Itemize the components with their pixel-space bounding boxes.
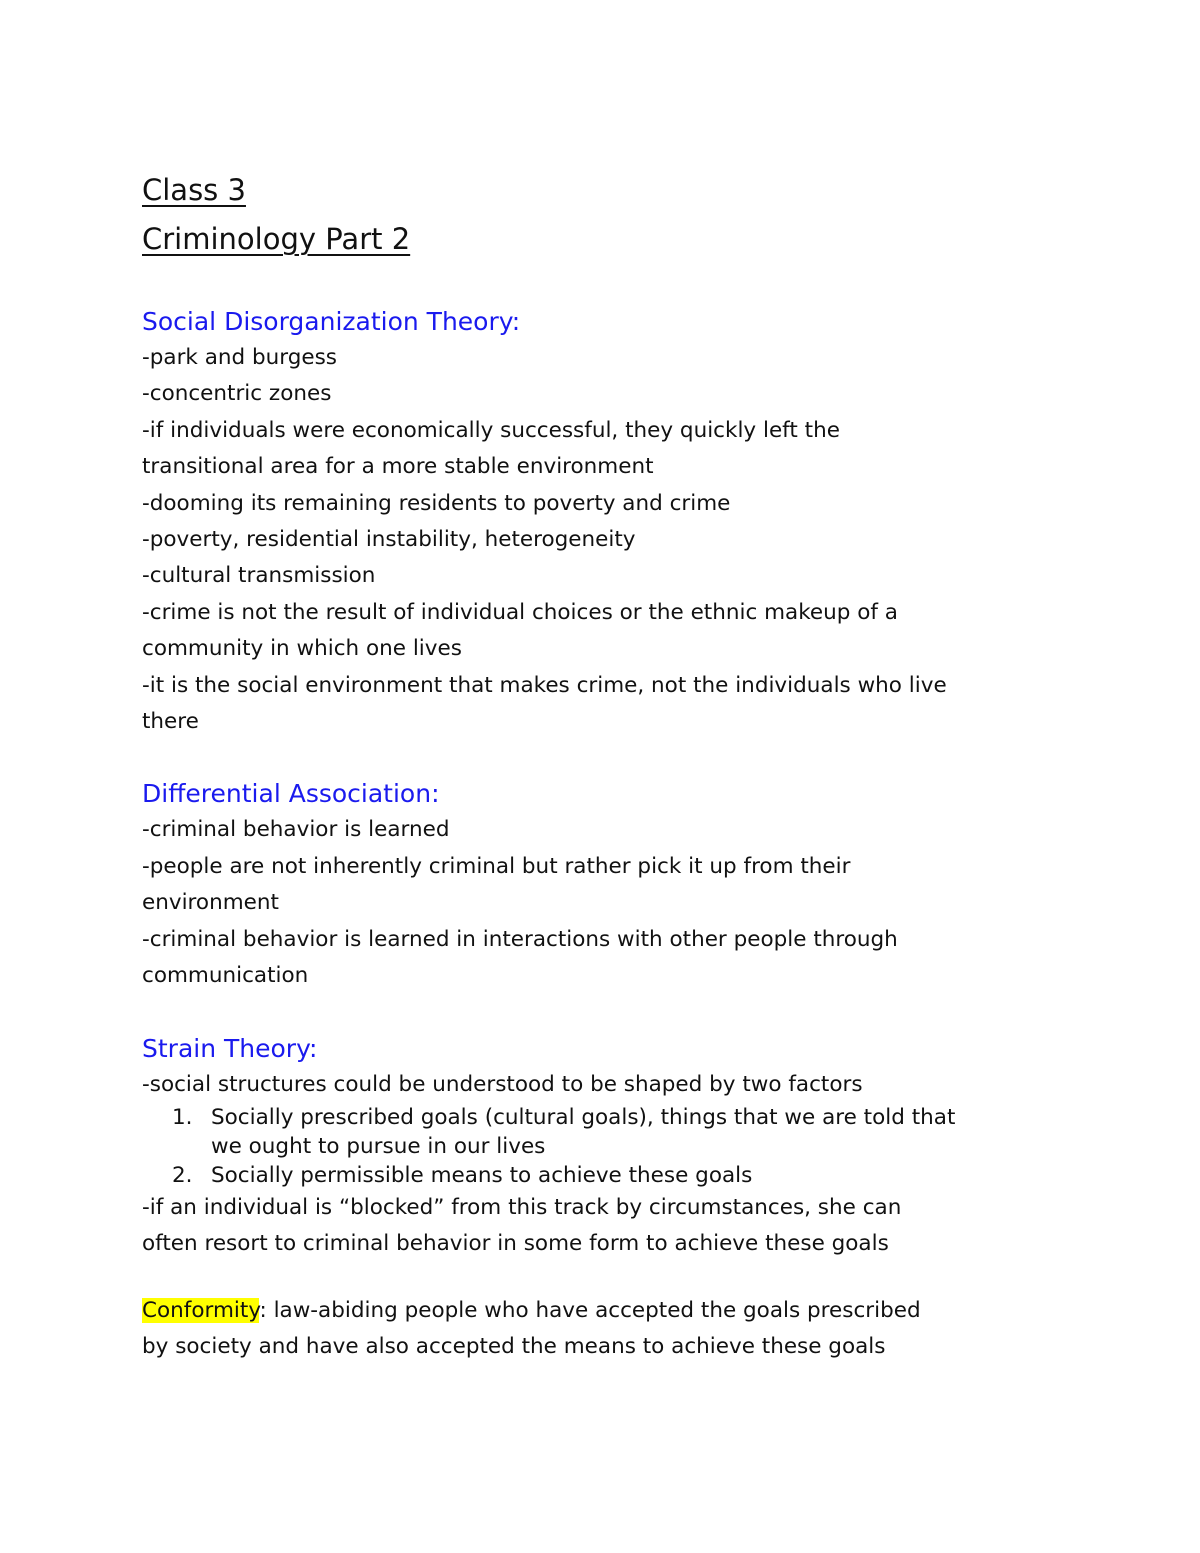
note-line: -criminal behavior is learned in interactions with other people through [142,926,898,952]
numbered-list [142,1103,1067,1190]
list-item [142,1161,1067,1190]
note-line: -criminal behavior is learned [142,817,450,843]
note-line: -park and burgess [142,345,338,370]
note-line: -dooming its remaining residents to poverty and crime [142,490,731,516]
section-heading: Differential Association: [142,779,440,809]
note-line: -it is the social environment that makes crime, not the individuals who live [142,672,947,698]
section-differential-association [142,776,1067,994]
section-heading: Strain Theory: [142,1033,318,1063]
note-line: -cultural transmission [142,563,376,589]
list-item-text: Socially permissible means to achieve these goals [211,1162,753,1188]
note-line: -crime is not the result of individual choices or the ethnic makeup of a [142,599,898,625]
list-number: 1. [172,1104,193,1130]
list-item-text: we ought to pursue in our lives [211,1133,546,1159]
document-content [142,166,1067,1366]
note-line: there [142,709,199,735]
note-line: communication [142,963,309,989]
section-social-disorganization [142,304,1067,740]
highlighted-term: Conformity [142,1297,260,1323]
note-line: environment [142,890,279,916]
conformity-definition [142,1293,1067,1366]
note-line: by society and have also accepted the means to achieve these goals [142,1334,886,1360]
class-title: Class 3 [142,173,246,207]
note-line: -people are not inherently criminal but rather pick it up from their [142,853,851,879]
note-line: transitional area for a more stable environment [142,454,654,480]
list-item-text: Socially prescribed goals (cultural goals), things that we are told that [211,1104,956,1130]
term-colon: : [259,1297,267,1323]
definition-text: law-abiding people who have accepted the goals prescribed [266,1297,921,1323]
note-line [142,1293,1067,1329]
note-line: community in which one lives [142,636,462,662]
note-line: -concentric zones [142,381,332,407]
section-heading: Social Disorganization Theory: [142,307,521,336]
section-strain-theory [142,1031,1067,1263]
note-line: often resort to criminal behavior in some form to achieve these goals [142,1231,889,1257]
note-line: -if individuals were economically successful, they quickly left the [142,417,840,443]
note-line: -if an individual is “blocked” from this track by circumstances, she can [142,1194,902,1220]
note-line: -poverty, residential instability, heterogeneity [142,527,636,553]
list-item [142,1103,1067,1161]
list-number: 2. [172,1162,193,1188]
note-line: -social structures could be understood to be shaped by two factors [142,1071,863,1097]
document-title: Criminology Part 2 [142,222,411,256]
